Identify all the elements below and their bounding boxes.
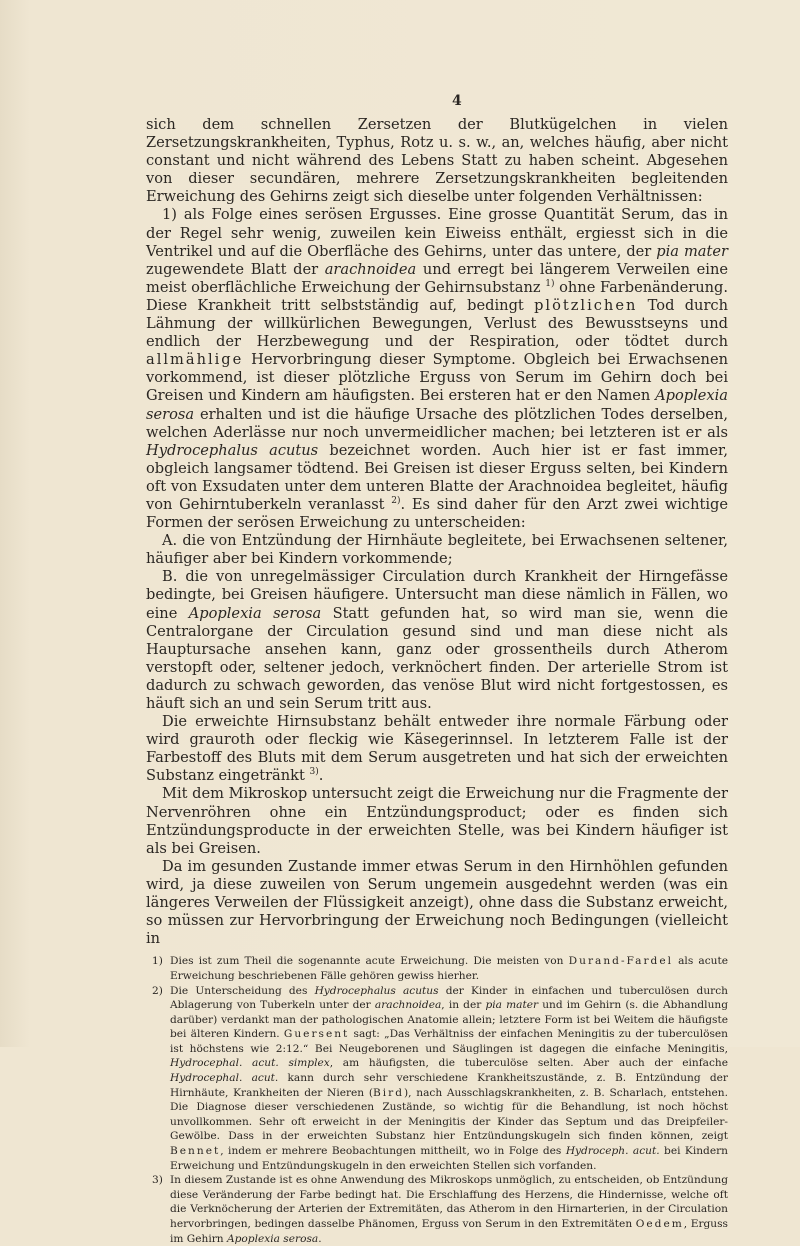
footnote-text <box>170 984 728 1174</box>
text-run: zugewendete Blatt der <box>146 260 325 278</box>
footnote-ref: 1) <box>545 278 555 289</box>
paragraph <box>146 116 728 206</box>
footnote-mark: 1) <box>152 955 163 968</box>
footnote-mark: 2) <box>152 984 163 997</box>
text-run: erhalten und ist die häufige Ursache des plötzlichen Todes derselben, welchen Aderlässe nur noch unvermeidlicher machen; bei letzteren ist er als <box>146 405 728 441</box>
text-run: Da im gesunden Zustande immer etwas Serum in den Hirnhöhlen gefunden wird, ja diese zuweilen von Serum ungemein ausgedehnt werden (was ein längeres Verweilen der Flüssigkeit anzeigt), ohne dass die Substanz erweicht, so müssen zur Hervorbringung der Erweichung noch Bedingungen (vielleicht in <box>146 857 728 948</box>
text-run: , Erguss im Gehirn <box>170 1218 728 1245</box>
text-run: und erregt bei längerem Verweilen eine meist oberflächliche Erweichung der Gehirnsubstanz <box>146 260 728 296</box>
text-run: und im Gehirn (s. die Abhandlung darüber) verdankt man der pathologischen Anatomie allein; letztere Form ist bei Weitem die häufigste bei älteren Kindern. <box>170 999 729 1041</box>
text-run: Statt gefunden hat, so wird man sie, wenn die Centralorgane der Circulation gesund sind und man diese nicht als Hauptursache ansehen kann, ganz oder grossentheils durch Atherom verstopft oder, seltener jedoch, verknöchert finden. Der arterielle Strom ist dadurch zu schwach geworden, das venöse Blut wird nicht fortgestossen, es häuft sich an und sein Serum tritt aus. <box>146 604 728 712</box>
paragraph <box>146 785 728 857</box>
footnote-text <box>170 1173 728 1246</box>
italic-term: arachnoidea <box>324 260 417 278</box>
text-run: . <box>318 767 324 785</box>
italic-term: arachnoidea <box>374 999 442 1012</box>
spaced-term: Durand-Fardel <box>568 955 673 968</box>
footnote-text <box>170 954 728 983</box>
text-run: sagt: „Das Verhältniss der einfachen Meningitis zu der tuberculösen ist höchstens wie 2:12.“ Bei Neugeborenen und Säuglingen ist dagegen die einfache Meningitis, <box>170 1028 728 1055</box>
paragraph <box>146 858 728 948</box>
footnote-ref: 3) <box>309 767 319 778</box>
text-run: , am häufigsten, die tuberculöse selten. Aber auch der einfache <box>329 1057 728 1070</box>
text-run: Hervorbringung dieser Symptome. Obgleich bei Erwachsenen vorkommend, ist dieser plötzliche Erguss von Serum im Gehirn doch bei Greisen und Kindern am häufigsten. Bei ersteren hat er den Namen <box>146 351 728 405</box>
text-run: sich dem schnellen Zersetzen der Blutkügelchen in vielen Zersetzungskrankheiten, Typhus, Rotz u. s. w., an, welches häufig, aber nicht constant und nicht während des Lebens Statt zu haben scheint. Abgesehen von dieser secundären, mehrere Zersetzungskrankheiten begleitenden Erweichung des Gehirns zeigt sich dieselbe unter folgenden Verhältnissen: <box>146 116 728 206</box>
text-run: als acute Erweichung beschriebenen Fälle gehören gewiss hierher. <box>170 955 728 982</box>
spaced-term: Oedem <box>635 1218 684 1230</box>
text-run: Die Unterscheidung des <box>170 984 315 997</box>
paragraph <box>146 568 728 713</box>
italic-term: Apoplexia serosa <box>227 1232 319 1245</box>
italic-term: Hydrocephalus acutus <box>314 984 439 997</box>
text-run: In diesem Zustande ist es ohne Anwendung des Mikroskops unmöglich, zu entscheiden, ob Entzündung diese Veränderung der Farbe bedingt hat. Die Erschlaffung des Herzens, die Hindernisse, welche oft die Verknöcherung der Arterien der Extremitäten, das Atherom in den Hirnarterien, in der Circulation hervorbringen, bedingen dasselbe Phänomen, Erguss von Serum in den Extremitäten <box>170 1174 729 1230</box>
paragraph <box>146 532 728 568</box>
text-run: . Es sind daher für den Arzt zwei wichtige Formen der serösen Erweichung zu unterscheiden: <box>146 495 729 532</box>
text-run: , in der <box>441 999 486 1012</box>
spaced-term: Guersent <box>283 1028 350 1041</box>
footnote-mark: 3) <box>152 1174 163 1187</box>
italic-term: Hydroceph. acut. <box>565 1145 660 1158</box>
text-run: der Kinder in einfachen und tuberculösen durch Ablagerung von Tuberkeln unter der <box>170 984 728 1012</box>
text-run: , indem er mehrere Beobachtungen mittheilt, wo in Folge des <box>220 1145 566 1158</box>
footnote <box>146 1173 728 1246</box>
footnote <box>146 984 728 1174</box>
text-run: Mit dem Mikroskop untersucht zeigt die Erweichung nur die Fragmente der Nervenröhren ohne ein Entzündungsproduct; oder es finden sich Entzündungsproducte in der erweichten Stelle, was bei Kindern häufiger ist als bei Greisen. <box>146 785 728 857</box>
spaced-term: plötzlichen <box>534 296 638 314</box>
main-text <box>146 116 728 948</box>
text-run: kann durch sehr verschiedene Krankheitszustände, z. B. Entzündung der Hirnhäute, Krankheiten der Nieren ( <box>170 1072 728 1099</box>
page-number: 4 <box>452 93 463 109</box>
text-run: bezeichnet worden. Auch hier ist er fast immer, obgleich langsamer tödtend. Bei Greisen ist dieser Erguss selten, bei Kindern oft von Exsudaten unter dem unteren Blatte der Arachnoidea begleitet, häufig von Gehirntuberkeln veranlasst <box>146 441 728 513</box>
text-run: B. die von unregelmässiger Circulation durch Krankheit der Hirngefässe bedingte, bei Greisen häufigere. Untersucht man diese nämlich in Fällen, wo eine <box>146 568 728 622</box>
text-run: ohne Farbenänderung. Diese Krankheit tritt selbstständig auf, bedingt <box>146 278 728 314</box>
text-run: . <box>318 1232 322 1245</box>
text-run: bei Kindern Erweichung und Entzündungskugeln in den erweichten Stellen sich vorfanden. <box>170 1145 728 1172</box>
text-run: Dies ist zum Theil die sogenannte acute Erweichung. Die meisten von <box>170 955 569 968</box>
paragraph <box>146 206 728 532</box>
spaced-term: Bird <box>373 1086 405 1099</box>
text-run: A. die von Entzündung der Hirnhäute begleitete, bei Erwachsenen seltener, häufiger aber bei Kindern vorkommende; <box>146 532 728 568</box>
text-run: Die erweichte Hirnsubstanz behält entweder ihre normale Färbung oder wird grauroth oder fleckig wie Käsegerinnsel. In letzterem Falle ist der Farbestoff des Bluts mit dem Serum ausgetreten und hat sich der erweichten Substanz eingetränkt <box>146 713 728 785</box>
footnotes <box>146 954 728 1246</box>
spaced-term: allmählige <box>146 351 244 369</box>
italic-term: pia mater <box>656 242 728 260</box>
italic-term: Apoplexia serosa <box>188 604 322 622</box>
italic-term: Hydrocephal. acut. <box>170 1072 279 1085</box>
spaced-term: Bennet <box>170 1145 221 1158</box>
text-run: Tod durch Lähmung der willkürlichen Bewegungen, Verlust des Bewusstseyns und endlich der Herzbewegung und der Respiration, oder tödtet durch <box>146 296 728 351</box>
footnote <box>146 954 728 983</box>
italic-term: Hydrocephal. acut. simplex <box>170 1057 330 1070</box>
italic-term: Hydrocephalus acutus <box>146 441 319 459</box>
text-run: ), nach Ausschlagskrankheiten, z. B. Scharlach, entstehen. Die Diagnose dieser verschiedenen Zustände, so wichtig für die Behandlung, ist noch höchst unvollkommen. Sehr oft erweicht in der Meningitis der Kinder das Septum und das Dreipfeiler-Gewölbe. Dass in der erweichten Substanz hier Entzündungskugeln sich finden können, zeigt <box>170 1086 728 1143</box>
footnote-ref: 2) <box>391 496 401 507</box>
text-run: 1) als Folge eines serösen Ergusses. Eine grosse Quantität Serum, das in der Regel sehr wenig, zuweilen kein Eiweiss enthält, ergiesst sich in die Ventrikel und auf die Oberfläche des Gehirns, unter das untere, der <box>146 206 728 260</box>
paragraph <box>146 713 728 785</box>
italic-term: Apoplexia serosa <box>146 387 728 423</box>
italic-term: pia mater <box>485 999 539 1012</box>
